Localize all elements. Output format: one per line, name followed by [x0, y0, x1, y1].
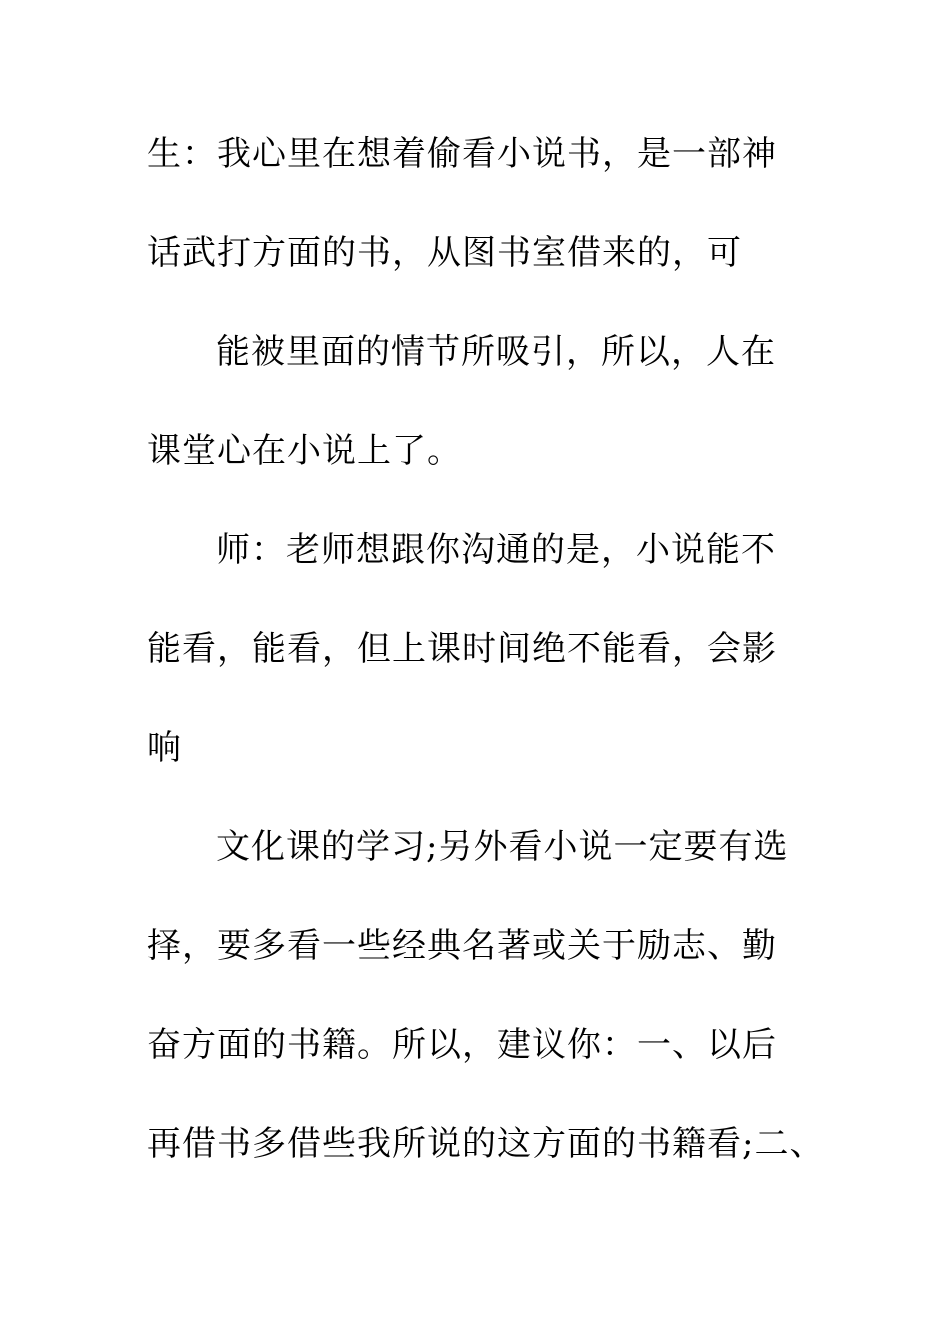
- text-line-9: 择，要多看一些经典名著或关于励志、勤: [147, 926, 777, 966]
- text-line-3: 能被里面的情节所吸引，所以，人在: [216, 332, 776, 372]
- text-line-2: 话武打方面的书，从图书室借来的，可: [147, 233, 742, 273]
- text-line-7: 响: [147, 728, 182, 768]
- text-line-8: 文化课的学习;另外看小说一定要有选: [216, 827, 789, 867]
- text-line-10: 奋方面的书籍。所以，建议你：一、以后: [147, 1025, 777, 1065]
- text-line-4: 课堂心在小说上了。: [147, 431, 462, 471]
- text-line-6: 能看，能看，但上课时间绝不能看，会影: [147, 629, 777, 669]
- text-line-5: 师：老师想跟你沟通的是，小说能不: [216, 530, 776, 570]
- text-line-1: 生：我心里在想着偷看小说书，是一部神: [147, 134, 777, 174]
- text-line-11: 再借书多借些我所说的这方面的书籍看;二、: [147, 1124, 825, 1164]
